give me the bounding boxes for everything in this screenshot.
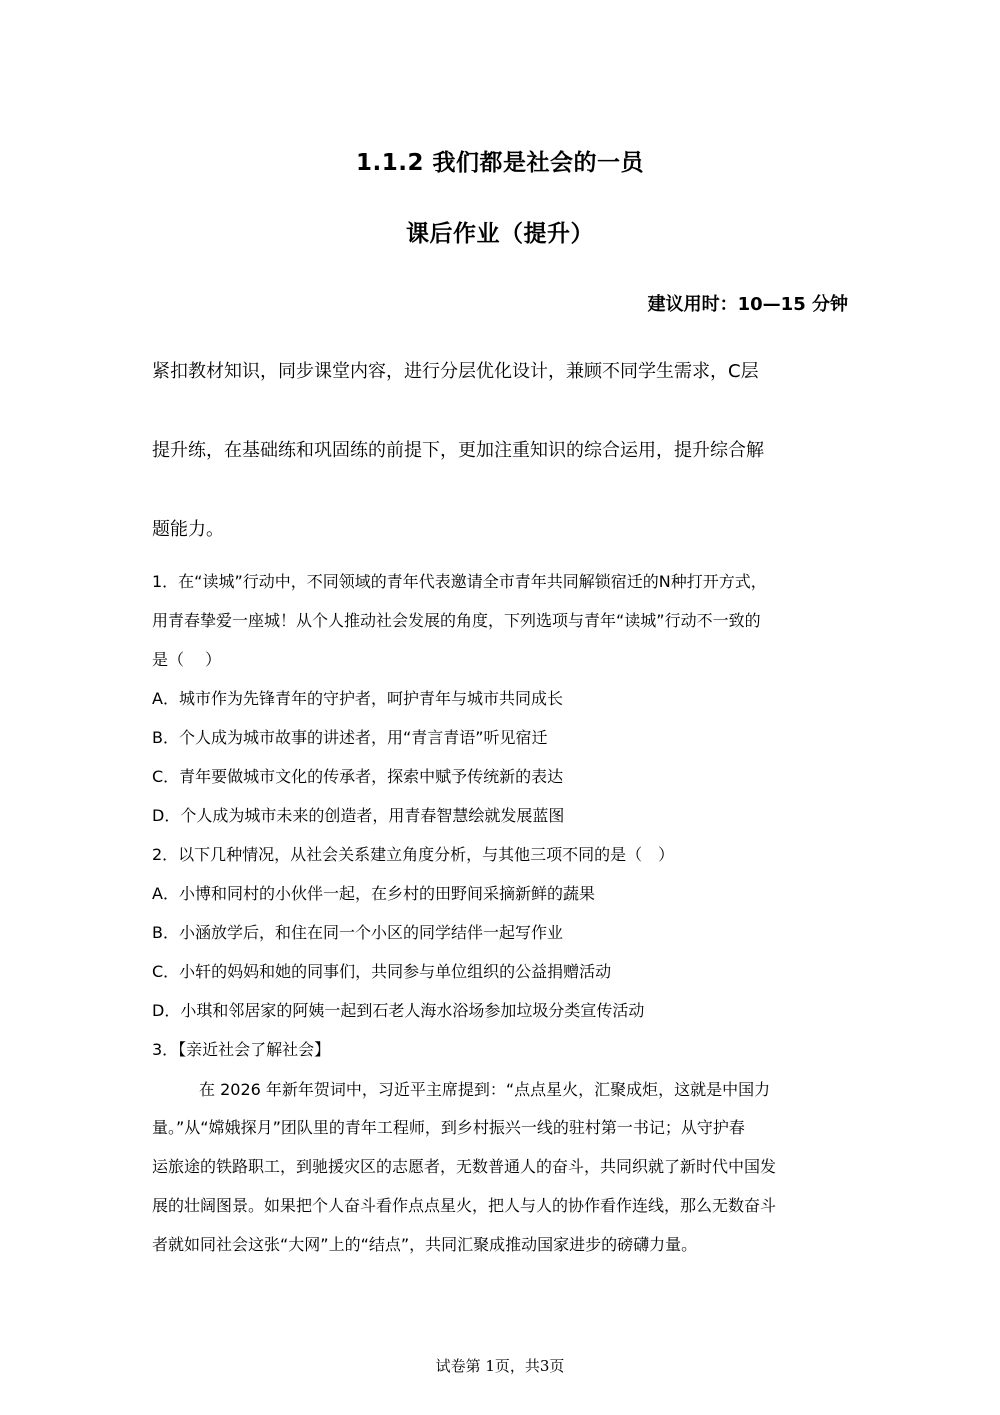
- document-subtitle: 课后作业（提升）: [406, 221, 594, 247]
- question-2-option-c[interactable]: C．小轩的妈妈和她的同事们，共同参与单位组织的公益捐赠活动: [152, 962, 612, 981]
- question-2-option-d[interactable]: D．小琪和邻居家的阿姨一起到石老人海水浴场参加垃圾分类宣传活动: [152, 1001, 645, 1020]
- intro-line: 提升练，在基础练和巩固练的前提下，更加注重知识的综合运用，提升综合解: [152, 440, 764, 461]
- question-1-option-c[interactable]: C．青年要做城市文化的传承者，探索中赋予传统新的表达: [152, 767, 564, 786]
- question-1-option-b[interactable]: B．个人成为城市故事的讲述者，用“青言青语”听见宿迁: [152, 728, 548, 747]
- question-3-passage-line: 展的壮阔图景。如果把个人奋斗看作点点星火，把人与人的协作看作连线，那么无数奋斗: [152, 1196, 777, 1215]
- question-1-option-a[interactable]: A．城市作为先锋青年的守护者，呵护青年与城市共同成长: [152, 689, 563, 708]
- question-2-stem: 2．以下几种情况，从社会关系建立角度分析，与其他三项不同的是（ ）: [152, 845, 675, 864]
- question-3-passage-line: 在 2026 年新年贺词中，习近平主席提到：“点点星火，汇聚成炬，这就是中国力: [199, 1080, 771, 1099]
- question-1-stem: 1．在“读城”行动中，不同领域的青年代表邀请全市青年共同解锁宿迁的N种打开方式，: [152, 572, 767, 591]
- question-1-stem: 用青春挚爱一座城！从个人推动社会发展的角度，下列选项与青年“读城”行动不一致的: [152, 611, 761, 630]
- question-1-stem: 是（ ）: [152, 650, 222, 669]
- intro-line: 题能力。: [152, 519, 224, 540]
- question-1-option-d[interactable]: D．个人成为城市未来的创造者，用青春智慧绘就发展蓝图: [152, 806, 565, 825]
- question-3-passage-line: 量。”从“嫦娥探月”团队里的青年工程师，到乡村振兴一线的驻村第一书记；从守护春: [152, 1118, 745, 1137]
- question-2-option-b[interactable]: B．小涵放学后，和住在同一个小区的同学结伴一起写作业: [152, 923, 563, 942]
- intro-line: 紧扣教材知识，同步课堂内容，进行分层优化设计，兼顾不同学生需求，C层: [152, 361, 759, 382]
- document-title: 1.1.2 我们都是社会的一员: [356, 150, 644, 176]
- question-3-heading: 3．【亲近社会了解社会】: [152, 1040, 331, 1059]
- page-footer: 试卷第 1页，共3页: [435, 1357, 565, 1375]
- question-3-passage-line: 者就如同社会这张“大网”上的“结点”，共同汇聚成推动国家进步的磅礴力量。: [152, 1235, 698, 1254]
- question-2-option-a[interactable]: A．小博和同村的小伙伴一起，在乡村的田野间采摘新鲜的蔬果: [152, 884, 595, 903]
- question-3-passage-line: 运旅途的铁路职工，到驰援灾区的志愿者，无数普通人的奋斗，共同织就了新时代中国发: [152, 1157, 777, 1176]
- suggested-time: 建议用时：10—15 分钟: [647, 294, 848, 315]
